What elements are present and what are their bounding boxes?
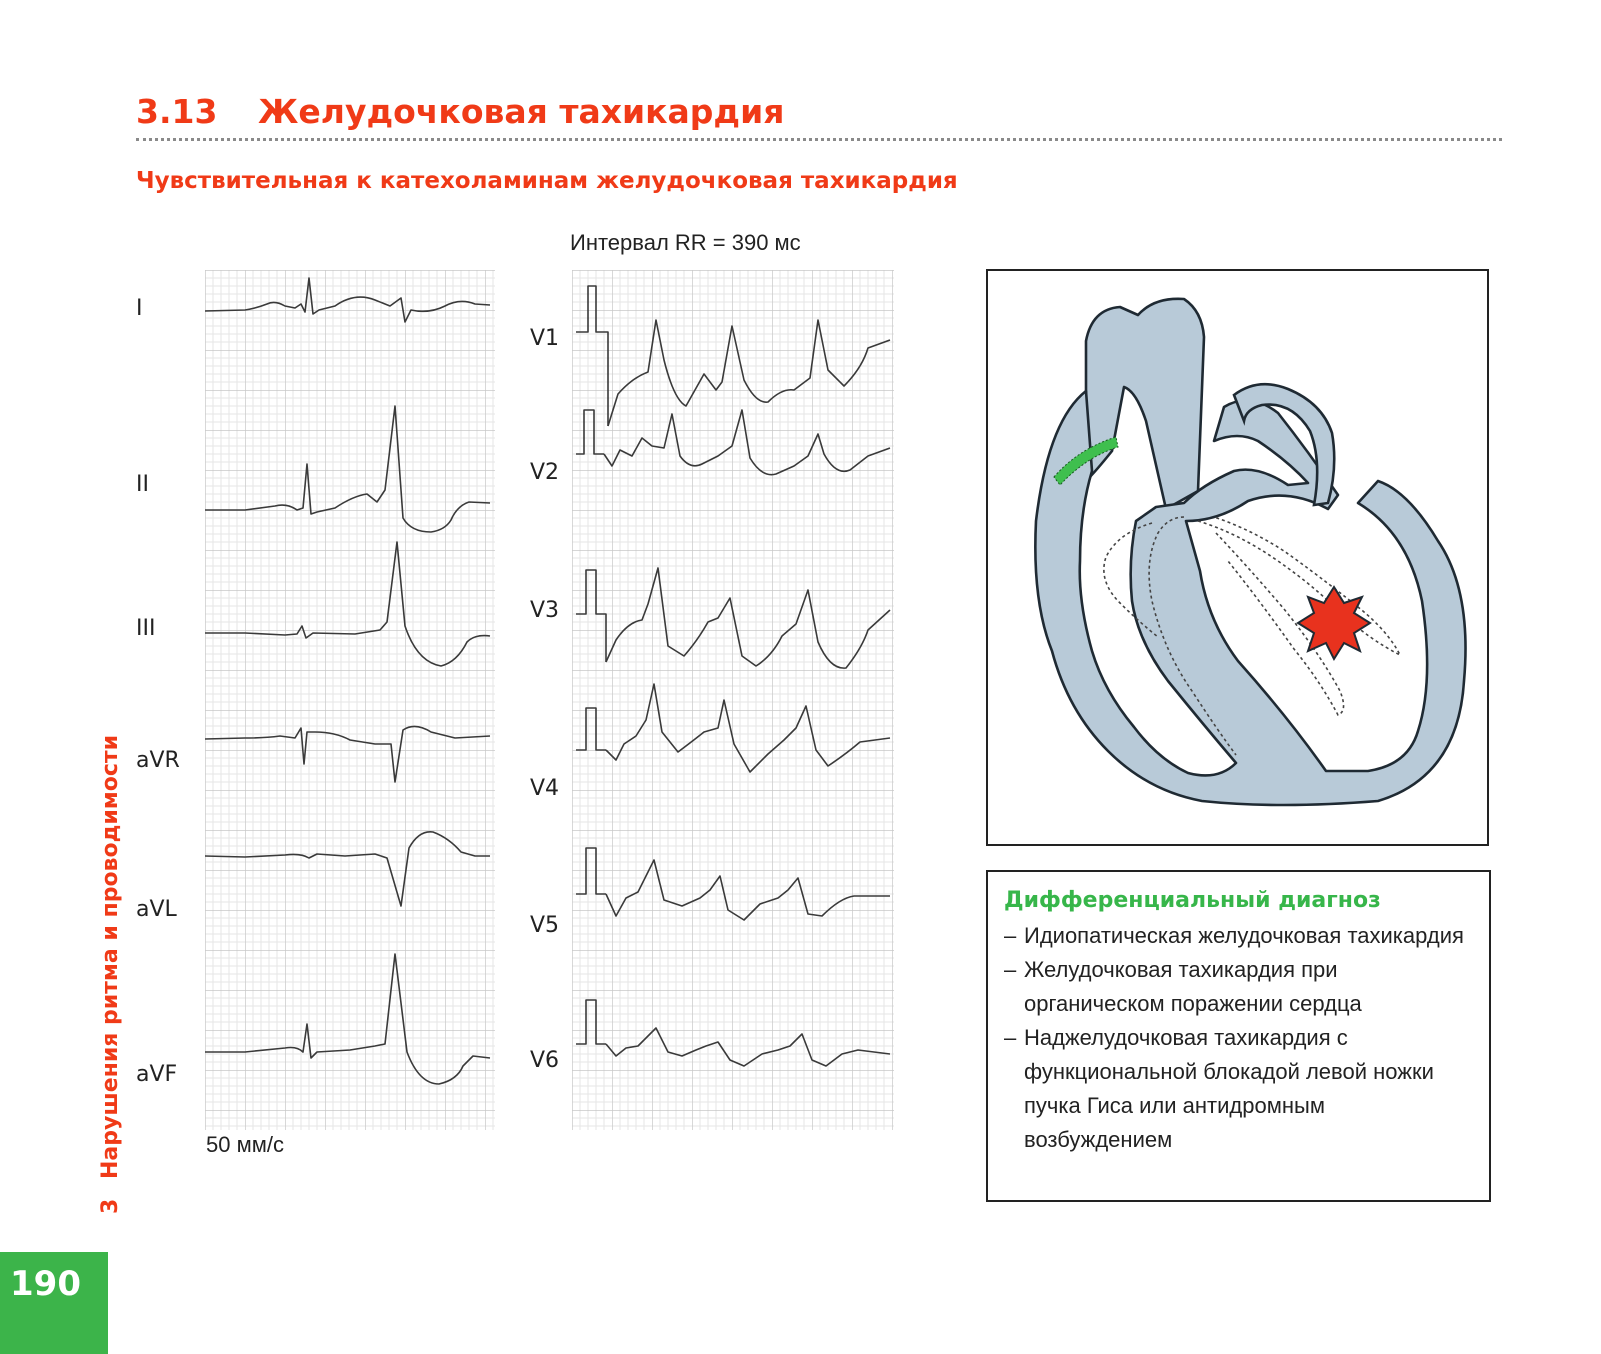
lead-label-v3: V3 (530, 598, 560, 623)
ecg-grid (572, 270, 894, 1130)
lead-label-v1: V1 (530, 326, 560, 351)
paper-speed-label: 50 мм/с (206, 1132, 284, 1157)
heading-divider (136, 138, 1502, 141)
list-dash: – (1004, 1025, 1017, 1050)
subsection-title: Чувствительная к катехоламинам желудочковая тахикардия (136, 168, 958, 194)
lead-label-avf: aVF (136, 1062, 178, 1087)
lead-label-avl: aVL (136, 897, 177, 922)
rr-interval-label: Интервал RR = 390 мс (570, 230, 801, 255)
lead-label-iii: III (136, 616, 156, 641)
section-title: Желудочковая тахикардия (258, 92, 785, 131)
differential-diagnosis-box (986, 870, 1491, 1202)
tachycardia-focus-marker (1298, 587, 1370, 659)
ecg-limb-leads-panel (205, 270, 495, 1130)
differential-diagnosis-title: Дифференциальный диагноз (1004, 888, 1381, 913)
lead-label-v5: V5 (530, 913, 560, 938)
heart-illustration-box (986, 269, 1489, 846)
lead-label-avr: aVR (136, 748, 180, 773)
lead-label-v2: V2 (530, 460, 560, 485)
aorta-shape (1086, 299, 1204, 509)
chapter-side-label (98, 735, 123, 1214)
lead-label-v6: V6 (530, 1048, 560, 1073)
ecg-chest-leads-panel (572, 270, 894, 1130)
heart-diagram (988, 271, 1487, 844)
diagnosis-text: Желудочковая тахикардия при органическом поражении сердца (1024, 957, 1362, 1016)
diagnosis-text: Идиопатическая желудочковая тахикардия (1024, 923, 1464, 948)
lead-label-ii: II (136, 472, 149, 497)
page-number-badge (0, 1252, 108, 1354)
page-number: 190 (10, 1264, 81, 1304)
chapter-title: Нарушения ритма и проводимости (98, 734, 123, 1180)
diagnosis-item (1004, 919, 1475, 953)
lead-label-i: I (136, 296, 143, 321)
ecg-grid (205, 270, 495, 1130)
list-dash: – (1004, 923, 1017, 948)
list-dash: – (1004, 957, 1017, 982)
diagnosis-item (1004, 953, 1475, 1021)
section-number: 3.13 (136, 92, 218, 131)
lead-label-v4: V4 (530, 776, 560, 801)
diagnosis-item (1004, 1021, 1475, 1157)
left-bundle-branch-path (1198, 517, 1400, 655)
chapter-number: 3 (98, 1198, 123, 1214)
diagnosis-text: Наджелудочковая тахикардия с функциональной блокадой левой ножки пучка Гиса или антидромным возбуждением (1024, 1025, 1434, 1152)
